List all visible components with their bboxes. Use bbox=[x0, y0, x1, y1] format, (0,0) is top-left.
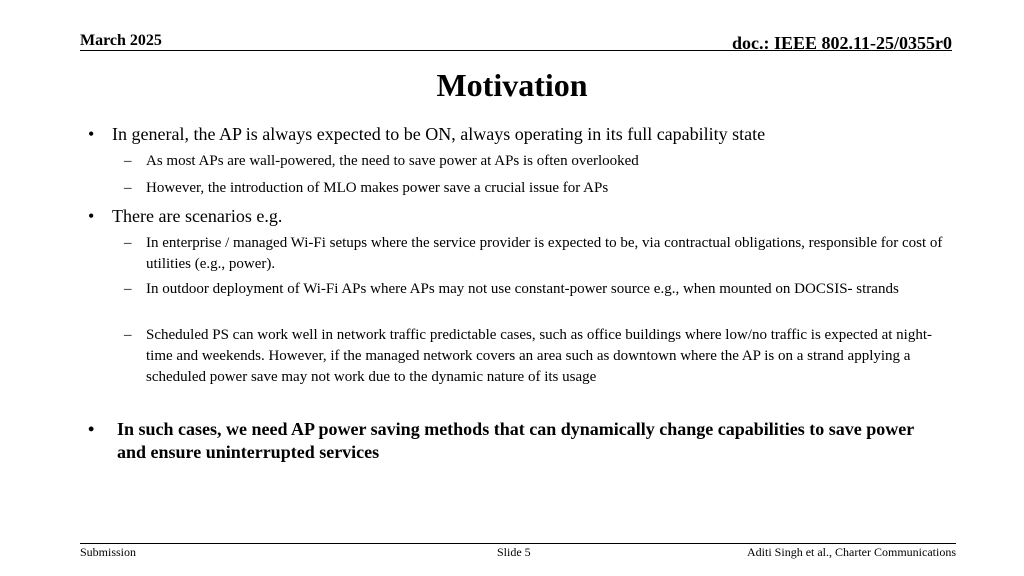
sub-bullet-marker: – bbox=[124, 180, 132, 196]
footer-authors: Aditi Singh et al., Charter Communications bbox=[747, 545, 956, 559]
bullet-text: There are scenarios e.g. bbox=[112, 206, 283, 226]
footer-divider bbox=[80, 543, 956, 544]
header-doc-id: doc.: IEEE 802.11-25/0355r0 bbox=[731, 33, 952, 53]
bullet-text: In general, the AP is always expected to be ON, always operating in its full capability state bbox=[112, 124, 766, 144]
footer-slide-number: Slide 5 bbox=[497, 545, 531, 559]
header-date: March 2025 bbox=[80, 32, 162, 49]
sub-bullet-text: In outdoor deployment of Wi-Fi APs where APs may not use constant-power source e.g., when mounted on DOCSIS- strands bbox=[146, 281, 899, 297]
sub-bullet-text: However, the introduction of MLO makes power save a crucial issue for APs bbox=[146, 180, 609, 196]
conclusion-bullet-marker: • bbox=[88, 419, 95, 439]
bullet-marker: • bbox=[88, 206, 95, 226]
sub-bullet-marker: – bbox=[124, 327, 132, 343]
sub-bullet-marker: – bbox=[124, 235, 132, 251]
bullet-marker: • bbox=[88, 124, 95, 144]
slide-title: Motivation bbox=[436, 67, 588, 103]
sub-bullet-text: As most APs are wall-powered, the need to save power at APs is often overlooked bbox=[146, 153, 639, 169]
footer-submission: Submission bbox=[80, 545, 137, 559]
sub-bullet-marker: – bbox=[124, 281, 132, 297]
sub-bullet-text: Scheduled PS can work well in network traffic predictable cases, such as office buildings where low/no traffic is expected at night-time and weekends. However, if the managed network covers an area such as downtown where the AP is on a strand applying a scheduled power save may not work due to the dynamic nature of its usage bbox=[146, 327, 933, 385]
sub-bullet-text: In enterprise / managed Wi-Fi setups where the service provider is expected to be, via contractual obligations, responsible for cost of utilities (e.g., power). bbox=[146, 235, 943, 272]
sub-bullet-marker: – bbox=[124, 153, 132, 169]
conclusion-text: In such cases, we need AP power saving methods that can dynamically change capabilities to save power and ensure uninterrupted services bbox=[117, 419, 914, 462]
